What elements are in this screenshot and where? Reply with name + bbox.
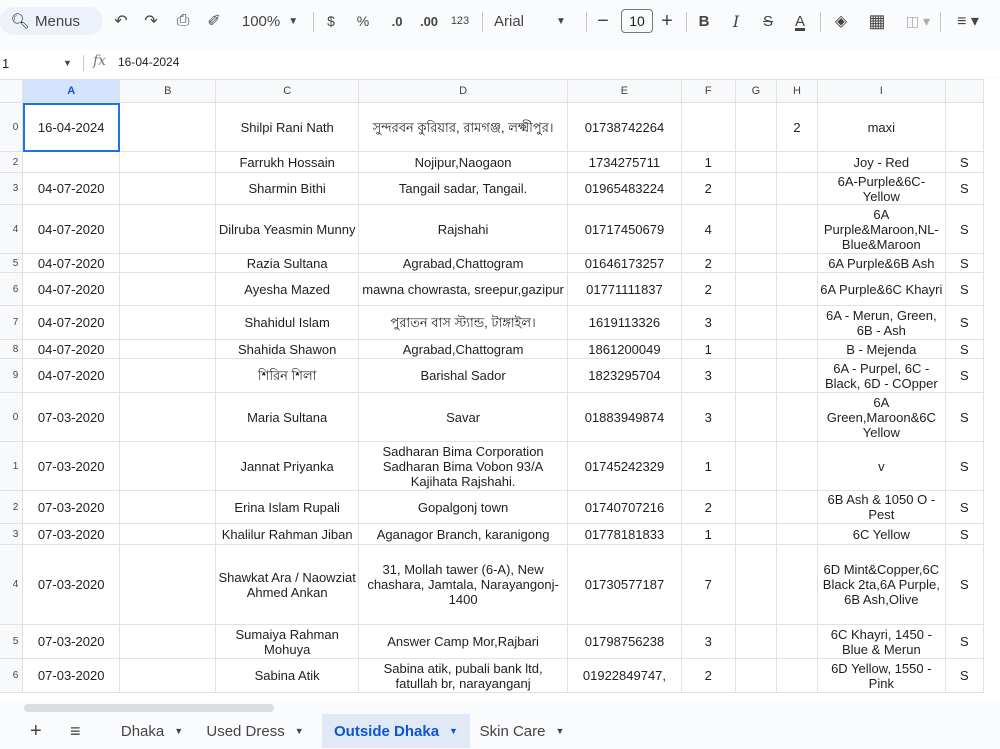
cell-i[interactable]: maxi (818, 103, 945, 152)
cell-a[interactable]: 04-07-2020 (23, 340, 120, 359)
cell-c[interactable]: Razia Sultana (216, 254, 358, 273)
sheet-tab-label: Used Dress (206, 722, 285, 740)
cell-g[interactable] (735, 659, 776, 693)
sheet-tab[interactable] (322, 714, 470, 748)
all-sheets-icon[interactable]: ≡ (70, 720, 81, 741)
row-header[interactable]: 9 (0, 359, 23, 393)
cell-i[interactable]: v (818, 442, 945, 491)
cell-g[interactable] (735, 152, 776, 173)
cell-j[interactable]: S (945, 306, 983, 340)
cell-b[interactable] (120, 205, 216, 254)
cell-c[interactable]: Sharmin Bithi (216, 173, 358, 205)
font-size-input[interactable]: 10 (621, 9, 653, 33)
cell-c[interactable]: Khalilur Rahman Jiban (216, 524, 358, 545)
cell-e[interactable]: 01965483224 (568, 173, 681, 205)
cell-i[interactable]: 6C Yellow (818, 524, 945, 545)
cell-b[interactable] (120, 273, 216, 306)
chevron-down-icon: ▼ (63, 58, 72, 68)
table-row (0, 173, 984, 205)
sheet-tab-label: Dhaka (120, 722, 165, 740)
sheet-tab[interactable] (472, 714, 572, 748)
cell-i[interactable]: 6A Purple&Maroon,NL-Blue&Maroon (818, 205, 945, 254)
cell-j[interactable]: S (945, 442, 983, 491)
cell-f[interactable]: 2 (681, 173, 735, 205)
table-row (0, 306, 984, 340)
cell-c[interactable]: Shawkat Ara / Naowziat Ahmed Ankan (216, 545, 358, 625)
cell-d[interactable]: mawna chowrasta, sreepur,gazipur (358, 273, 567, 306)
chevron-down-icon: ▼ (556, 15, 566, 27)
cell-f[interactable]: 7 (681, 545, 735, 625)
cells-table (0, 79, 984, 693)
menus-search[interactable] (0, 7, 103, 35)
row-header[interactable]: 6 (0, 659, 23, 693)
cell-d[interactable]: Sabina atik, pubali bank ltd, fatullah br, narayanganj (358, 659, 567, 693)
cell-a[interactable] (23, 152, 120, 173)
cell-c[interactable]: Jannat Priyanka (216, 442, 358, 491)
cell-g[interactable] (735, 545, 776, 625)
zoom-value: 100% (241, 12, 281, 30)
cell-e[interactable]: 1823295704 (568, 359, 681, 393)
cell-a[interactable]: 04-07-2020 (23, 359, 120, 393)
cell-c[interactable]: Maria Sultana (216, 393, 358, 442)
cell-d[interactable]: Answer Camp Mor,Rajbari (358, 625, 567, 659)
cell-e[interactable]: 01717450679 (568, 205, 681, 254)
merge-cells-icon[interactable]: ◫ ▾ (905, 12, 931, 29)
cell-d[interactable]: Rajshahi (358, 205, 567, 254)
cell-e[interactable]: 01646173257 (568, 254, 681, 273)
cell-j[interactable]: S (945, 359, 983, 393)
cell-d[interactable]: Agrabad,Chattogram (358, 254, 567, 273)
cell-a[interactable]: 04-07-2020 (23, 273, 120, 306)
cell-f[interactable]: 3 (681, 306, 735, 340)
name-box-value: 1 (2, 55, 10, 71)
fill-color-icon[interactable]: ◈ (834, 13, 848, 30)
cell-b[interactable] (120, 524, 216, 545)
search-icon: 🔍︎ (10, 13, 30, 30)
cell-i[interactable]: 6A Purple&6C Khayri (818, 273, 945, 306)
currency-button[interactable]: $ (327, 13, 335, 29)
table-row (0, 359, 984, 393)
cell-f[interactable]: 1 (681, 442, 735, 491)
column-header[interactable]: D (358, 80, 567, 103)
decrease-decimal-button[interactable]: .0 (391, 13, 403, 29)
sheet-tab-label: Skin Care (479, 722, 546, 740)
cell-h[interactable] (776, 393, 817, 442)
cell-i[interactable]: 6A - Merun, Green, 6B - Ash (818, 306, 945, 340)
cell-e[interactable]: 01778181833 (568, 524, 681, 545)
cell-c[interactable]: Ayesha Mazed (216, 273, 358, 306)
cell-d[interactable]: Barishal Sador (358, 359, 567, 393)
horizontal-scrollbar[interactable] (24, 704, 274, 712)
cell-h[interactable] (776, 442, 817, 491)
cell-f[interactable] (681, 103, 735, 152)
cell-f[interactable]: 2 (681, 659, 735, 693)
cell-d[interactable]: Tangail sadar, Tangail. (358, 173, 567, 205)
zoom-select[interactable] (238, 8, 302, 34)
cell-e[interactable]: 01798756238 (568, 625, 681, 659)
table-row (0, 393, 984, 442)
column-header[interactable]: G (735, 80, 776, 103)
row-header[interactable]: 4 (0, 545, 23, 625)
cell-b[interactable] (120, 103, 216, 152)
cell-j[interactable]: S (945, 340, 983, 359)
cell-h[interactable] (776, 625, 817, 659)
cell-j[interactable]: S (945, 625, 983, 659)
italic-button[interactable]: I (732, 11, 740, 31)
column-header[interactable]: B (120, 80, 216, 103)
sheet-tab-label: Outside Dhaka (334, 722, 440, 740)
cell-d[interactable]: Savar (358, 393, 567, 442)
row-header[interactable]: 5 (0, 254, 23, 273)
cell-c[interactable]: Sabina Atik (216, 659, 358, 693)
cell-g[interactable] (735, 205, 776, 254)
toolbar (0, 0, 1000, 44)
cell-b[interactable] (120, 340, 216, 359)
table-row (0, 524, 984, 545)
row-header[interactable]: 1 (0, 442, 23, 491)
cell-j[interactable]: S (945, 545, 983, 625)
cell-g[interactable] (735, 524, 776, 545)
cell-a[interactable]: 16-04-2024 (23, 103, 120, 152)
column-header[interactable]: F (681, 80, 735, 103)
cell-e[interactable]: 1619113326 (568, 306, 681, 340)
table-row (0, 152, 984, 173)
cell-f[interactable]: 2 (681, 491, 735, 524)
cell-a[interactable]: 04-07-2020 (23, 173, 120, 205)
table-row (0, 659, 984, 693)
chevron-down-icon: ▼ (555, 726, 565, 736)
cell-g[interactable] (735, 359, 776, 393)
cell-h[interactable] (776, 205, 817, 254)
cell-h[interactable] (776, 545, 817, 625)
cell-d[interactable]: Agrabad,Chattogram (358, 340, 567, 359)
cell-c[interactable]: Farrukh Hossain (216, 152, 358, 173)
table-row (0, 545, 984, 625)
row-header[interactable]: 0 (0, 103, 23, 152)
table-row (0, 625, 984, 659)
row-header[interactable]: 3 (0, 173, 23, 205)
cell-e[interactable]: 01730577187 (568, 545, 681, 625)
chevron-down-icon: ▼ (288, 15, 299, 27)
row-header[interactable]: 2 (0, 152, 23, 173)
column-header[interactable]: C (216, 80, 358, 103)
formula-bar (0, 50, 1000, 76)
table-row (0, 442, 984, 491)
row-header[interactable]: 7 (0, 306, 23, 340)
cell-e[interactable]: 01738742264 (568, 103, 681, 152)
table-row (0, 273, 984, 306)
cell-d[interactable]: Nojipur,Naogaon (358, 152, 567, 173)
cell-h[interactable] (776, 152, 817, 173)
font-size-increase-button[interactable]: + (661, 9, 673, 32)
cell-c[interactable]: শিরিন শিলা (216, 359, 358, 393)
cell-d[interactable]: Aganagor Branch, karanigong (358, 524, 567, 545)
cell-g[interactable] (735, 491, 776, 524)
sheet-tab[interactable] (112, 714, 192, 748)
undo-icon[interactable]: ↶ (114, 13, 128, 30)
cell-a[interactable]: 04-07-2020 (23, 205, 120, 254)
cell-a[interactable]: 04-07-2020 (23, 306, 120, 340)
cell-b[interactable] (120, 254, 216, 273)
cell-a[interactable]: 07-03-2020 (23, 442, 120, 491)
cell-e[interactable]: 01922849747, (568, 659, 681, 693)
cell-i[interactable]: Joy - Red (818, 152, 945, 173)
formula-input[interactable]: 16-04-2024 (118, 55, 180, 69)
cell-d[interactable]: পুরাতন বাস স্ট্যান্ড, টাঙ্গাইল। (358, 306, 567, 340)
cell-f[interactable]: 2 (681, 273, 735, 306)
add-sheet-button[interactable]: + (30, 719, 42, 742)
cell-i[interactable]: B - Mejenda (818, 340, 945, 359)
number-format-button[interactable]: 123 (450, 15, 470, 27)
name-box[interactable] (0, 50, 76, 76)
row-header[interactable]: 8 (0, 340, 23, 359)
cell-g[interactable] (735, 442, 776, 491)
align-icon[interactable]: ≡ ▾ (957, 13, 979, 30)
cell-h[interactable] (776, 340, 817, 359)
corner-cell[interactable] (0, 80, 23, 103)
cell-b[interactable] (120, 442, 216, 491)
cell-d[interactable]: Gopalgonj town (358, 491, 567, 524)
font-size-decrease-button[interactable]: − (597, 9, 609, 32)
cell-j[interactable]: S (945, 491, 983, 524)
print-icon[interactable]: ⎙ (176, 12, 190, 29)
cell-b[interactable] (120, 359, 216, 393)
cell-g[interactable] (735, 173, 776, 205)
table-row (0, 205, 984, 254)
borders-icon[interactable]: ▦ (868, 10, 886, 31)
cell-g[interactable] (735, 273, 776, 306)
cell-c[interactable]: Erina Islam Rupali (216, 491, 358, 524)
cell-i[interactable]: 6D Yellow, 1550 - Pink (818, 659, 945, 693)
cell-h[interactable] (776, 359, 817, 393)
spreadsheet-grid[interactable] (0, 79, 1000, 700)
sheet-tab[interactable] (200, 714, 310, 748)
cell-b[interactable] (120, 393, 216, 442)
font-value: Arial (494, 12, 525, 30)
cell-i[interactable]: 6B Ash & 1050 O - Pest (818, 491, 945, 524)
table-row (0, 491, 984, 524)
chevron-down-icon: ▼ (294, 726, 304, 736)
row-header[interactable]: 0 (0, 393, 23, 442)
cell-g[interactable] (735, 306, 776, 340)
cell-e[interactable]: 01883949874 (568, 393, 681, 442)
row-header[interactable]: 3 (0, 524, 23, 545)
row-header[interactable]: 2 (0, 491, 23, 524)
cell-b[interactable] (120, 659, 216, 693)
paint-format-icon[interactable]: ✐ (207, 13, 221, 30)
cell-j[interactable]: S (945, 524, 983, 545)
cell-i[interactable]: 6A Green,Maroon&6C Yellow (818, 393, 945, 442)
cell-a[interactable]: 07-03-2020 (23, 393, 120, 442)
cell-h[interactable] (776, 306, 817, 340)
font-select[interactable] (494, 8, 578, 34)
menus-label: Menus (35, 12, 81, 30)
cell-c[interactable]: Dilruba Yeasmin Munny (216, 205, 358, 254)
cell-a[interactable]: 07-03-2020 (23, 625, 120, 659)
cell-a[interactable]: 07-03-2020 (23, 491, 120, 524)
cell-h[interactable]: 2 (776, 103, 817, 152)
text-color-button[interactable]: A (794, 12, 805, 30)
cell-i[interactable]: 6A - Purpel, 6C - Black, 6D - COpper (818, 359, 945, 393)
cell-h[interactable] (776, 254, 817, 273)
strikethrough-button[interactable]: S (762, 12, 773, 30)
cell-e[interactable]: 1734275711 (568, 152, 681, 173)
cell-a[interactable]: 07-03-2020 (23, 545, 120, 625)
cell-b[interactable] (120, 152, 216, 173)
cell-j[interactable] (945, 103, 983, 152)
chevron-down-icon: ▼ (174, 726, 184, 736)
cell-f[interactable]: 4 (681, 205, 735, 254)
cell-b[interactable] (120, 545, 216, 625)
column-header[interactable]: E (568, 80, 681, 103)
cell-j[interactable]: S (945, 254, 983, 273)
cell-g[interactable] (735, 103, 776, 152)
cell-i[interactable]: 6A Purple&6B Ash (818, 254, 945, 273)
cell-b[interactable] (120, 491, 216, 524)
cell-f[interactable]: 3 (681, 359, 735, 393)
row-header[interactable]: 5 (0, 625, 23, 659)
table-row (0, 103, 984, 152)
table-row (0, 254, 984, 273)
cell-h[interactable] (776, 659, 817, 693)
sheet-tab-bar (0, 700, 1000, 749)
cell-e[interactable]: 01740707216 (568, 491, 681, 524)
cell-d[interactable]: Sadharan Bima Corporation Sadharan Bima Vobon 93/A Kajihata Rajshahi. (358, 442, 567, 491)
cell-h[interactable] (776, 524, 817, 545)
column-header[interactable]: I (818, 80, 945, 103)
cell-f[interactable]: 1 (681, 340, 735, 359)
cell-h[interactable] (776, 273, 817, 306)
cell-j[interactable]: S (945, 152, 983, 173)
cell-f[interactable]: 1 (681, 524, 735, 545)
cell-i[interactable]: 6A-Purple&6C-Yellow (818, 173, 945, 205)
bold-button[interactable]: B (698, 12, 710, 30)
column-header[interactable]: H (776, 80, 817, 103)
chevron-down-icon: ▼ (449, 726, 458, 736)
cell-e[interactable]: 01745242329 (568, 442, 681, 491)
row-header[interactable]: 4 (0, 205, 23, 254)
cell-j[interactable]: S (945, 393, 983, 442)
cell-b[interactable] (120, 306, 216, 340)
cell-j[interactable]: S (945, 659, 983, 693)
cell-g[interactable] (735, 625, 776, 659)
cell-g[interactable] (735, 340, 776, 359)
cell-j[interactable]: S (945, 173, 983, 205)
cell-d[interactable]: সুন্দরবন কুরিয়ার, রামগঞ্জ, লক্ষ্মীপুর। (358, 103, 567, 152)
row-header[interactable]: 6 (0, 273, 23, 306)
cell-c[interactable]: Shahidul Islam (216, 306, 358, 340)
percent-button[interactable]: % (356, 13, 370, 29)
cell-h[interactable] (776, 173, 817, 205)
cell-c[interactable]: Shahida Shawon (216, 340, 358, 359)
cell-j[interactable]: S (945, 273, 983, 306)
cell-a[interactable]: 04-07-2020 (23, 254, 120, 273)
cell-b[interactable] (120, 625, 216, 659)
cell-j[interactable]: S (945, 205, 983, 254)
cell-f[interactable]: 3 (681, 393, 735, 442)
column-header[interactable] (945, 80, 983, 103)
increase-decimal-button[interactable]: .00 (419, 13, 439, 29)
cell-c[interactable]: Shilpi Rani Nath (216, 103, 358, 152)
cell-e[interactable]: 1861200049 (568, 340, 681, 359)
cell-e[interactable]: 01771111837 (568, 273, 681, 306)
redo-icon[interactable]: ↷ (144, 13, 158, 30)
cell-d[interactable]: 31, Mollah tawer (6-A), New chashara, Jamtala, Narayangonj-1400 (358, 545, 567, 625)
cell-a[interactable]: 07-03-2020 (23, 659, 120, 693)
fx-icon: fx (93, 53, 107, 69)
cell-g[interactable] (735, 393, 776, 442)
table-row (0, 340, 984, 359)
cell-h[interactable] (776, 491, 817, 524)
cell-f[interactable]: 3 (681, 625, 735, 659)
cell-g[interactable] (735, 254, 776, 273)
cell-i[interactable]: 6C Khayri, 1450 - Blue & Merun (818, 625, 945, 659)
cell-c[interactable]: Sumaiya Rahman Mohuya (216, 625, 358, 659)
column-header[interactable]: A (23, 80, 120, 103)
cell-f[interactable]: 1 (681, 152, 735, 173)
cell-a[interactable]: 07-03-2020 (23, 524, 120, 545)
cell-i[interactable]: 6D Mint&Copper,6C Black 2ta,6A Purple, 6B Ash,Olive (818, 545, 945, 625)
cell-b[interactable] (120, 173, 216, 205)
cell-f[interactable]: 2 (681, 254, 735, 273)
